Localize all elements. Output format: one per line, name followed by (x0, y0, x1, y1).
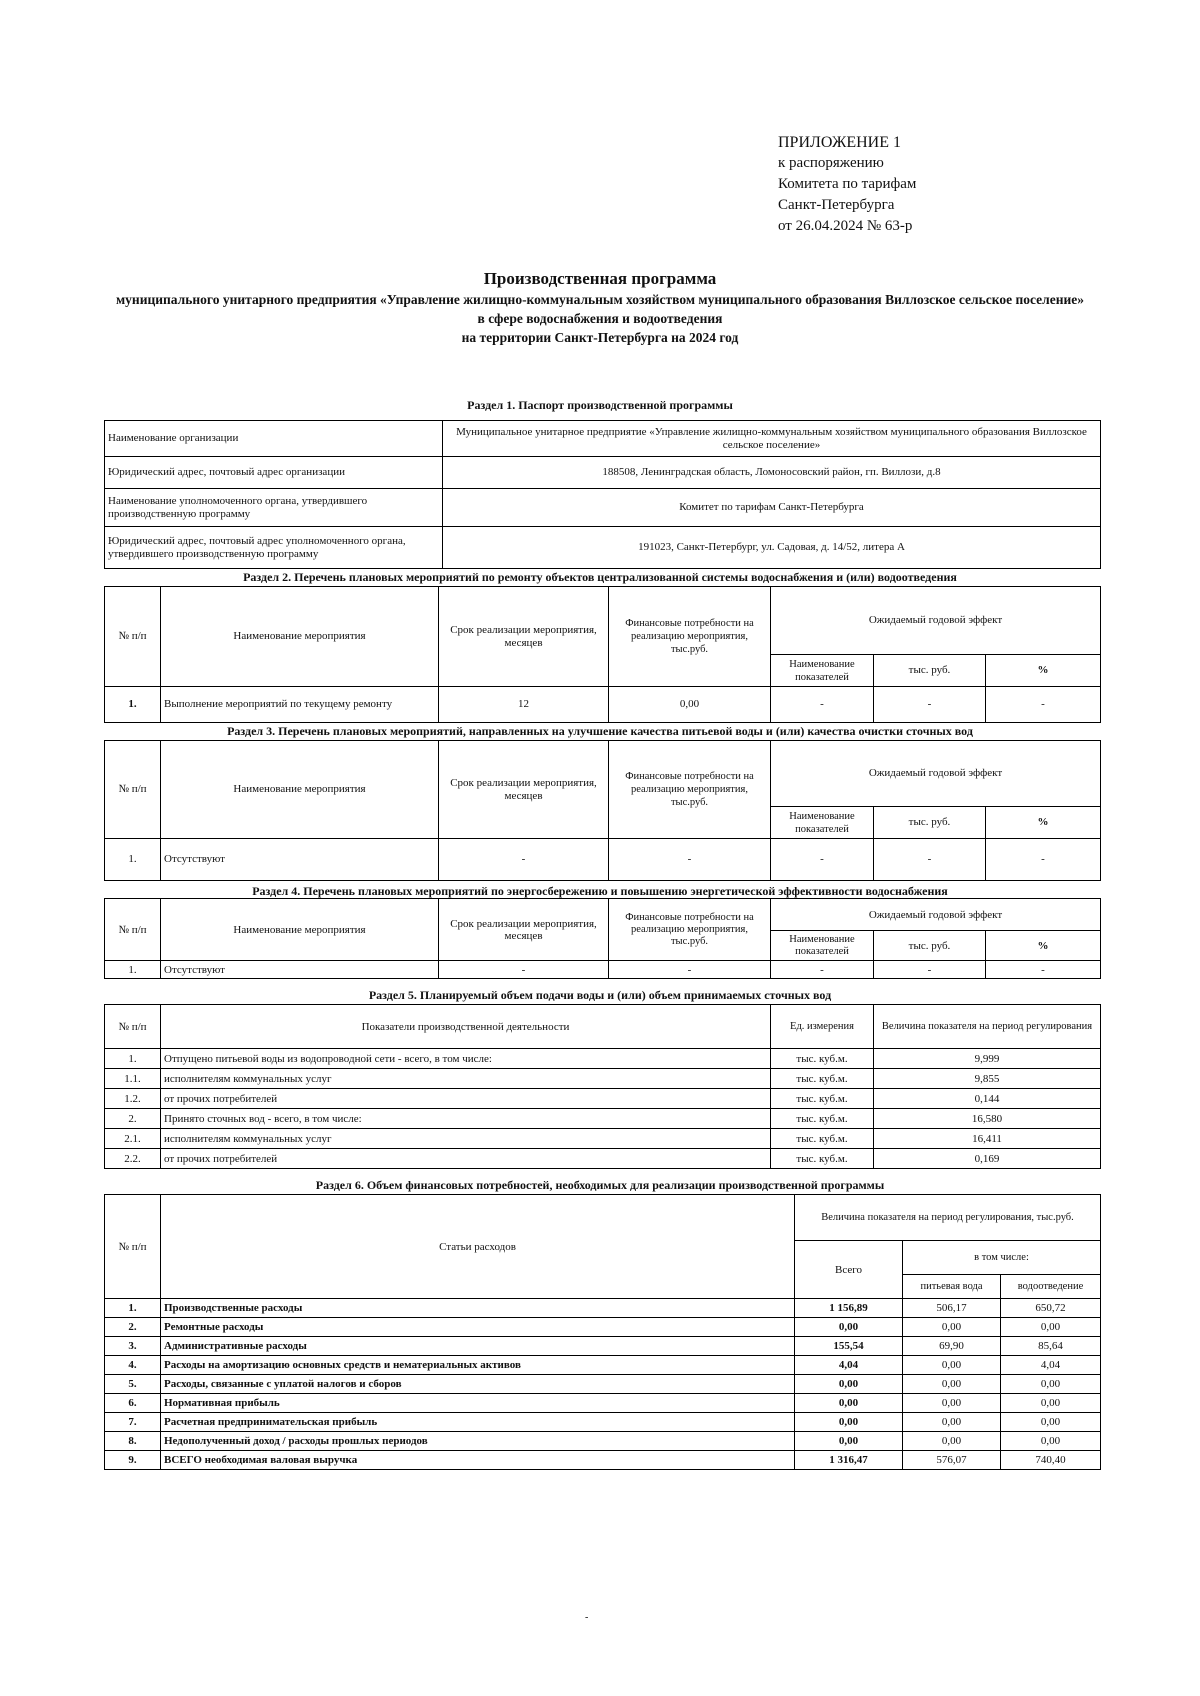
cell-water: 0,00 (903, 1432, 1001, 1451)
cell-name: Выполнение мероприятий по текущему ремонту (161, 687, 439, 723)
cell-num: 9. (105, 1451, 161, 1470)
cell-num: 3. (105, 1337, 161, 1356)
scan-mark: - (585, 1612, 589, 1623)
cell-pct: - (986, 839, 1101, 881)
passport-value: 188508, Ленинградская область, Ломоносовский район, гп. Виллози, д.8 (443, 457, 1101, 489)
table-row (105, 489, 1101, 527)
col-header-sewer: водоотведение (1001, 1275, 1101, 1299)
table-row (105, 687, 1101, 723)
col-header-effect: Ожидаемый годовой эффект (771, 587, 1101, 655)
table-row (105, 1413, 1101, 1432)
cell-total: 0,00 (795, 1432, 903, 1451)
cell-total: 0,00 (795, 1413, 903, 1432)
table-header-row (105, 1005, 1101, 1049)
passport-label: Юридический адрес, почтовый адрес организации (105, 457, 443, 489)
cell-name: Производственные расходы (161, 1299, 795, 1318)
col-header-num: № п/п (105, 1005, 161, 1049)
cell-water: 0,00 (903, 1318, 1001, 1337)
col-header-term: Срок реализации мероприятия, месяцев (439, 899, 609, 961)
cell-unit: тыс. куб.м. (771, 1129, 874, 1149)
table-header-row (105, 741, 1101, 807)
table-row (105, 1318, 1101, 1337)
passport-label: Наименование уполномоченного органа, утвердившего производственную программу (105, 489, 443, 527)
cell-sewer: 740,40 (1001, 1451, 1101, 1470)
cell-sewer: 85,64 (1001, 1337, 1101, 1356)
col-header-rub: тыс. руб. (874, 807, 986, 839)
col-header-expenses: Статьи расходов (161, 1195, 795, 1299)
cell-num: 8. (105, 1432, 161, 1451)
table-row (105, 1149, 1101, 1169)
cell-num: 1. (105, 687, 161, 723)
title-organization: муниципального унитарного предприятия «Управление жилищно-коммунальным хозяйством муниципального образования Виллозское сельское поселение» (115, 292, 1085, 307)
cell-name: Расходы, связанные с уплатой налогов и сборов (161, 1375, 795, 1394)
section3-title: Раздел 3. Перечень плановых мероприятий, направленных на улучшение качества питьевой воды и (или) качества очистки сточных вод (227, 724, 973, 738)
table-row (105, 1375, 1101, 1394)
cell-unit: тыс. куб.м. (771, 1109, 874, 1129)
title-main: Производственная программа (483, 269, 717, 288)
section2-title: Раздел 2. Перечень плановых мероприятий по ремонту объектов централизованной системы водоснабжения и (или) водоотведения (243, 570, 957, 584)
cell-value: 0,169 (874, 1149, 1101, 1169)
col-header-indicator: Наименование показателей (771, 931, 874, 961)
section1-title: Раздел 1. Паспорт производственной программы (467, 398, 733, 412)
col-header-value: Величина показателя на период регулирования, тыс.руб. (795, 1195, 1101, 1241)
col-header-pct: % (986, 807, 1101, 839)
table-header-row (105, 899, 1101, 931)
section3-table (104, 740, 1101, 881)
cell-total: 155,54 (795, 1337, 903, 1356)
col-header-pct: % (986, 655, 1101, 687)
col-header-num: № п/п (105, 899, 161, 961)
section5-table (104, 1004, 1101, 1169)
cell-total: 0,00 (795, 1375, 903, 1394)
cell-fin: 0,00 (609, 687, 771, 723)
cell-sewer: 0,00 (1001, 1394, 1101, 1413)
cell-indicator: - (771, 961, 874, 979)
col-header-num: № п/п (105, 1195, 161, 1299)
table-header-row (105, 1195, 1101, 1241)
table-row (105, 839, 1101, 881)
cell-num: 5. (105, 1375, 161, 1394)
table-header-row (105, 587, 1101, 655)
cell-sewer: 0,00 (1001, 1318, 1101, 1337)
col-header-name: Наименование мероприятия (161, 741, 439, 839)
cell-fin: - (609, 961, 771, 979)
cell-name: от прочих потребителей (161, 1149, 771, 1169)
col-header-indicator: Наименование показателей (771, 807, 874, 839)
appendix-line: Комитета по тарифам (778, 176, 917, 192)
col-header-water: питьевая вода (903, 1275, 1001, 1299)
cell-sewer: 4,04 (1001, 1356, 1101, 1375)
col-header-unit: Ед. измерения (771, 1005, 874, 1049)
cell-num: 1.2. (105, 1089, 161, 1109)
cell-pct: - (986, 687, 1101, 723)
cell-water: 0,00 (903, 1375, 1001, 1394)
title-sphere: в сфере водоснабжения и водоотведения (477, 311, 723, 326)
col-header-indicator: Наименование показателей (771, 655, 874, 687)
cell-value: 9,999 (874, 1049, 1101, 1069)
section4-table (104, 898, 1101, 979)
table-row (105, 1299, 1101, 1318)
col-header-rub: тыс. руб. (874, 655, 986, 687)
cell-num: 1. (105, 1049, 161, 1069)
appendix-block (778, 132, 916, 237)
cell-total: 1 156,89 (795, 1299, 903, 1318)
cell-sewer: 0,00 (1001, 1432, 1101, 1451)
col-header-fin: Финансовые потребности на реализацию мероприятия, тыс.руб. (609, 899, 771, 961)
section6-title: Раздел 6. Объем финансовых потребностей, необходимых для реализации производственной программы (315, 1178, 885, 1192)
cell-water: 506,17 (903, 1299, 1001, 1318)
passport-value: Комитет по тарифам Санкт-Петербурга (443, 489, 1101, 527)
table-row (105, 1069, 1101, 1089)
cell-unit: тыс. куб.м. (771, 1089, 874, 1109)
cell-water: 0,00 (903, 1356, 1001, 1375)
col-header-indicator: Показатели производственной деятельности (161, 1005, 771, 1049)
cell-num: 1.1. (105, 1069, 161, 1089)
cell-water: 0,00 (903, 1413, 1001, 1432)
cell-rub: - (874, 687, 986, 723)
col-header-name: Наименование мероприятия (161, 899, 439, 961)
cell-term: - (439, 839, 609, 881)
col-header-term: Срок реализации мероприятия, месяцев (439, 587, 609, 687)
cell-name: Отсутствуют (161, 839, 439, 881)
table-row (105, 1394, 1101, 1413)
cell-name: исполнителям коммунальных услуг (161, 1069, 771, 1089)
cell-name: Отсутствуют (161, 961, 439, 979)
table-row (105, 1049, 1101, 1069)
cell-name: Административные расходы (161, 1337, 795, 1356)
cell-rub: - (874, 839, 986, 881)
section5-title: Раздел 5. Планируемый объем подачи воды и (или) объем принимаемых сточных вод (368, 988, 832, 1002)
cell-water: 576,07 (903, 1451, 1001, 1470)
cell-num: 2.2. (105, 1149, 161, 1169)
col-header-rub: тыс. руб. (874, 931, 986, 961)
cell-num: 2.1. (105, 1129, 161, 1149)
cell-num: 7. (105, 1413, 161, 1432)
section6-table (104, 1194, 1101, 1470)
cell-name: исполнителям коммунальных услуг (161, 1129, 771, 1149)
col-header-effect: Ожидаемый годовой эффект (771, 899, 1101, 931)
col-header-value: Величина показателя на период регулирования (874, 1005, 1101, 1049)
col-header-pct: % (986, 931, 1101, 961)
cell-unit: тыс. куб.м. (771, 1049, 874, 1069)
table-row (105, 1432, 1101, 1451)
col-header-effect: Ожидаемый годовой эффект (771, 741, 1101, 807)
cell-value: 9,855 (874, 1069, 1101, 1089)
cell-sewer: 650,72 (1001, 1299, 1101, 1318)
cell-water: 0,00 (903, 1394, 1001, 1413)
passport-value: 191023, Санкт-Петербург, ул. Садовая, д. 14/52, литера А (443, 527, 1101, 569)
col-header-including: в том числе: (903, 1241, 1101, 1275)
appendix-date: от 26.04.2024 № 63-р (778, 218, 913, 234)
cell-name: Недополученный доход / расходы прошлых периодов (161, 1432, 795, 1451)
document-title (100, 268, 1100, 347)
table-row (105, 961, 1101, 979)
cell-unit: тыс. куб.м. (771, 1149, 874, 1169)
table-row (105, 421, 1101, 457)
table-row (105, 1356, 1101, 1375)
cell-num: 1. (105, 961, 161, 979)
cell-name: Нормативная прибыль (161, 1394, 795, 1413)
cell-num: 2. (105, 1318, 161, 1337)
cell-num: 4. (105, 1356, 161, 1375)
col-header-fin: Финансовые потребности на реализацию мероприятия, тыс.руб. (609, 587, 771, 687)
col-header-fin: Финансовые потребности на реализацию мероприятия, тыс.руб. (609, 741, 771, 839)
table-row (105, 1337, 1101, 1356)
section1-passport-table (104, 420, 1101, 569)
cell-sewer: 0,00 (1001, 1413, 1101, 1432)
table-row (105, 1089, 1101, 1109)
cell-total: 0,00 (795, 1318, 903, 1337)
cell-name: Отпущено питьевой воды из водопроводной сети - всего, в том числе: (161, 1049, 771, 1069)
cell-value: 16,411 (874, 1129, 1101, 1149)
appendix-line: Санкт-Петербурга (778, 197, 895, 213)
col-header-num: № п/п (105, 587, 161, 687)
table-row (105, 527, 1101, 569)
cell-name: Расчетная предпринимательская прибыль (161, 1413, 795, 1432)
table-row (105, 1129, 1101, 1149)
cell-unit: тыс. куб.м. (771, 1069, 874, 1089)
passport-value: Муниципальное унитарное предприятие «Управление жилищно-коммунальным хозяйством муниципального образования Виллозское сельское поселение» (443, 421, 1101, 457)
cell-sewer: 0,00 (1001, 1375, 1101, 1394)
cell-term: - (439, 961, 609, 979)
cell-indicator: - (771, 839, 874, 881)
appendix-title: ПРИЛОЖЕНИЕ 1 (778, 134, 902, 151)
cell-water: 69,90 (903, 1337, 1001, 1356)
cell-total: 1 316,47 (795, 1451, 903, 1470)
cell-value: 0,144 (874, 1089, 1101, 1109)
cell-num: 1. (105, 839, 161, 881)
col-header-term: Срок реализации мероприятия, месяцев (439, 741, 609, 839)
cell-num: 6. (105, 1394, 161, 1413)
appendix-line: к распоряжению (778, 155, 884, 171)
col-header-name: Наименование мероприятия (161, 587, 439, 687)
cell-total: 4,04 (795, 1356, 903, 1375)
passport-label: Наименование организации (105, 421, 443, 457)
cell-num: 2. (105, 1109, 161, 1129)
cell-name: Принято сточных вод - всего, в том числе: (161, 1109, 771, 1129)
cell-value: 16,580 (874, 1109, 1101, 1129)
title-territory: на территории Санкт-Петербурга на 2024 год (461, 330, 739, 345)
passport-label: Юридический адрес, почтовый адрес уполномоченного органа, утвердившего производственную программу (105, 527, 443, 569)
cell-total: 0,00 (795, 1394, 903, 1413)
col-header-num: № п/п (105, 741, 161, 839)
cell-indicator: - (771, 687, 874, 723)
cell-pct: - (986, 961, 1101, 979)
cell-name: от прочих потребителей (161, 1089, 771, 1109)
cell-name: Расходы на амортизацию основных средств и нематериальных активов (161, 1356, 795, 1375)
col-header-total: Всего (795, 1241, 903, 1299)
cell-rub: - (874, 961, 986, 979)
table-row-total (105, 1451, 1101, 1470)
table-row (105, 1109, 1101, 1129)
cell-name: ВСЕГО необходимая валовая выручка (161, 1451, 795, 1470)
table-row (105, 457, 1101, 489)
cell-term: 12 (439, 687, 609, 723)
cell-name: Ремонтные расходы (161, 1318, 795, 1337)
section2-table (104, 586, 1101, 723)
section4-title: Раздел 4. Перечень плановых мероприятий по энергосбережению и повышению энергетической эффективности водоснабжения (252, 884, 948, 898)
cell-fin: - (609, 839, 771, 881)
cell-num: 1. (105, 1299, 161, 1318)
